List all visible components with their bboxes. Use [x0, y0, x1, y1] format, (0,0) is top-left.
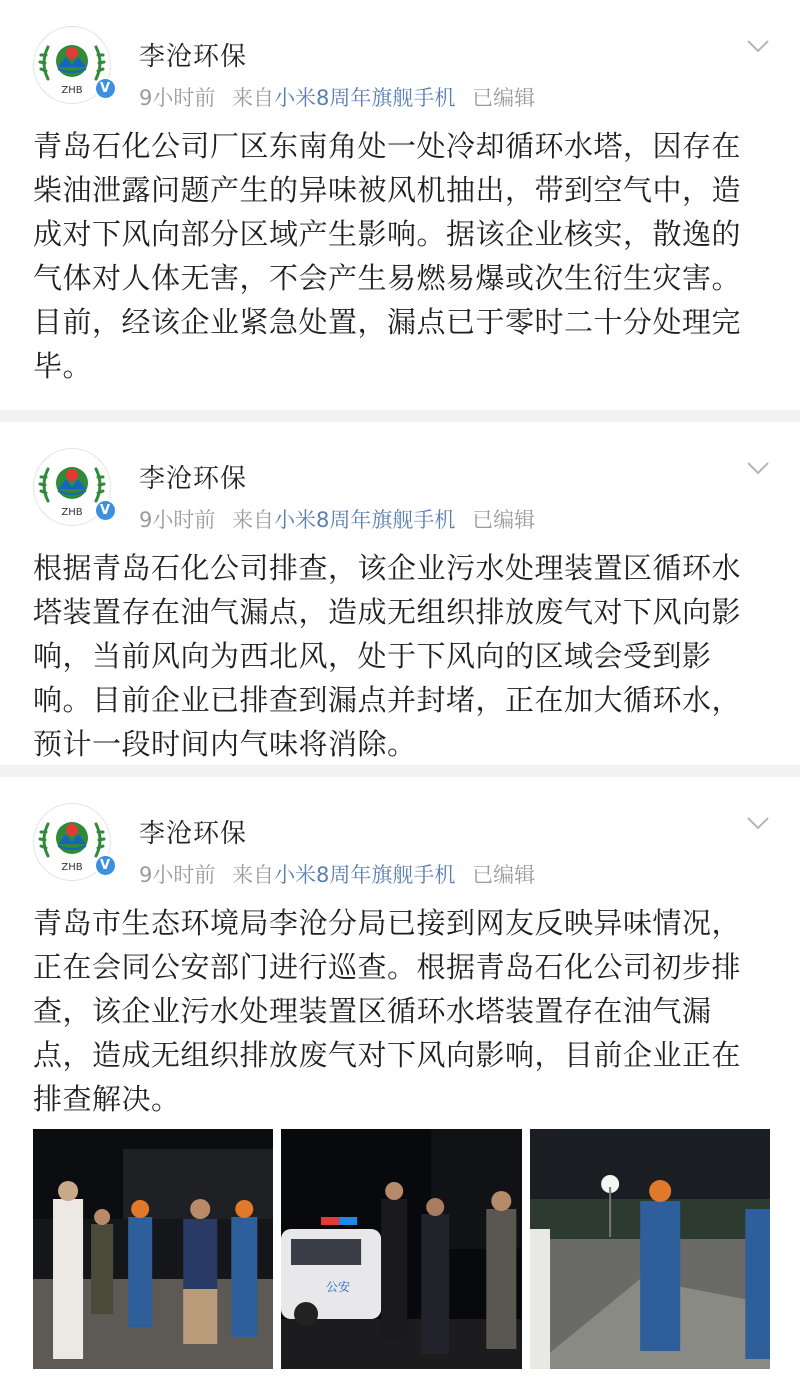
- verified-badge: [94, 499, 116, 521]
- chevron-down-icon[interactable]: [746, 815, 770, 831]
- source-prefix: 来自: [232, 508, 275, 532]
- post-source: [232, 863, 455, 887]
- verified-badge: [94, 854, 116, 876]
- post-header: [33, 0, 770, 118]
- username[interactable]: 李沧环保: [139, 819, 248, 849]
- weibo-post-3: [0, 777, 800, 1384]
- weibo-post-1: [0, 0, 800, 410]
- avatar[interactable]: [33, 803, 111, 881]
- photo-grid: [33, 1129, 770, 1369]
- post-content: 青岛市生态环境局李沧分局已接到网友反映异味情况，正在会同公安部门进行巡查。根据青岛石化公司初步排查，该企业污水处理装置区循环水塔装置存在油气漏点，造成无组织排放废气对下风向影响，目前企业正在排查解决。: [33, 906, 742, 1116]
- post-header: [33, 422, 770, 540]
- edited-label: 已编辑: [472, 86, 536, 110]
- verified-icon: V: [96, 79, 115, 98]
- weibo-post-2: [0, 422, 800, 765]
- post-header: [33, 777, 770, 895]
- chevron-down-icon[interactable]: [746, 460, 770, 476]
- verified-icon: V: [96, 501, 115, 520]
- chevron-down-icon[interactable]: [746, 38, 770, 54]
- source-prefix: 来自: [232, 86, 275, 110]
- post-source: [232, 86, 455, 110]
- photo-police-car: [281, 1129, 521, 1369]
- post-meta: [139, 82, 535, 112]
- source-device[interactable]: 小米8周年旗舰手机: [274, 508, 456, 532]
- edited-label: 已编辑: [472, 863, 536, 887]
- post-photo-2[interactable]: [281, 1129, 521, 1369]
- post-content: 青岛石化公司厂区东南角处一处冷却循环水塔，因存在柴油泄露问题产生的异味被风机抽出，带到空气中，造成对下风向部分区域产生影响。据该企业核实，散逸的气体对人体无害，不会产生易燃易爆或次生衍生灾害。目前，经该企业紧急处置，漏点已于零时二十分处理完毕。: [33, 129, 742, 383]
- svg-text:ZHB: ZHB: [61, 85, 83, 96]
- post-source: [232, 508, 455, 532]
- post-time: 9小时前: [139, 863, 216, 887]
- verified-icon: V: [96, 856, 115, 875]
- svg-text:公安: 公安: [326, 1280, 351, 1294]
- avatar[interactable]: [33, 448, 111, 526]
- post-photo-1[interactable]: [33, 1129, 273, 1369]
- svg-text:ZHB: ZHB: [61, 507, 83, 518]
- photo-street-worker: [530, 1129, 770, 1369]
- source-device[interactable]: 小米8周年旗舰手机: [274, 863, 456, 887]
- post-meta: [139, 504, 535, 534]
- post-content: 根据青岛石化公司排查，该企业污水处理装置区循环水塔装置存在油气漏点，造成无组织排放废气对下风向影响，当前风向为西北风，处于下风向的区域会受到影响。目前企业已排查到漏点并封堵，正在加大循环水，预计一段时间内气味将消除。: [33, 551, 742, 761]
- username[interactable]: 李沧环保: [139, 464, 248, 494]
- post-meta: [139, 859, 535, 889]
- source-prefix: 来自: [232, 863, 275, 887]
- source-device[interactable]: 小米8周年旗舰手机: [274, 86, 456, 110]
- avatar[interactable]: [33, 26, 111, 104]
- username[interactable]: 李沧环保: [139, 42, 248, 72]
- photo-night-workers: [33, 1129, 273, 1369]
- post-time: 9小时前: [139, 86, 216, 110]
- svg-text:ZHB: ZHB: [61, 862, 83, 873]
- edited-label: 已编辑: [472, 508, 536, 532]
- verified-badge: [94, 77, 116, 99]
- post-photo-3[interactable]: [530, 1129, 770, 1369]
- post-time: 9小时前: [139, 508, 216, 532]
